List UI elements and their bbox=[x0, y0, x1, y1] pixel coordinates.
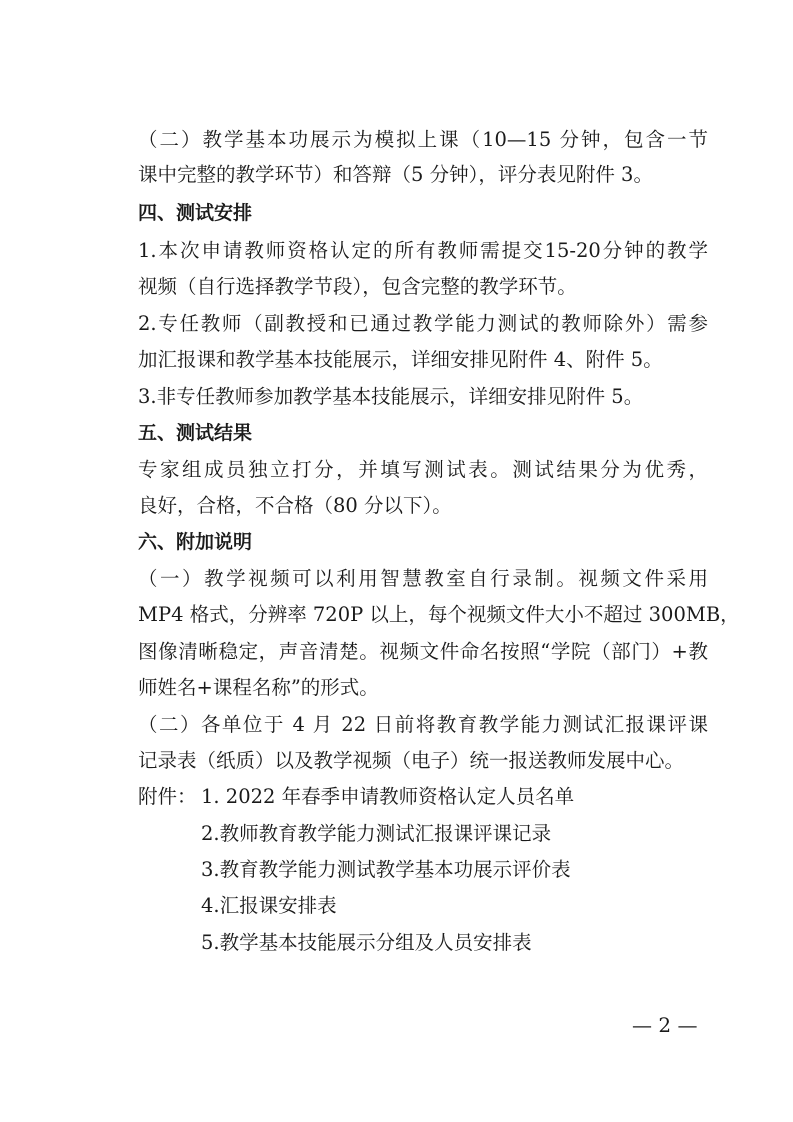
paragraph-line: 专家组成员独立打分，并填写测试表。测试结果分为优秀， bbox=[138, 458, 708, 481]
paragraph-line: 加汇报课和教学基本技能展示，详细安排见附件 4、附件 5。 bbox=[138, 348, 663, 371]
paragraph-line: （二）教学基本功展示为模拟上课（10—15 分钟，包含一节 bbox=[138, 128, 708, 151]
paragraph-line: 视频（自行选择教学节段），包含完整的教学环节。 bbox=[138, 275, 577, 298]
paragraph-line: （一）教学视频可以利用智慧教室自行录制。视频文件采用 bbox=[138, 567, 708, 590]
attachment-item: 3.教育教学能力测试教学基本功展示评价表 bbox=[201, 858, 571, 881]
paragraph-line: 2.专任教师（副教授和已通过教学能力测试的教师除外）需参 bbox=[138, 312, 708, 335]
section-heading-6: 六、附加说明 bbox=[138, 531, 253, 553]
paragraph-line: 1.本次申请教师资格认定的所有教师需提交15-20分钟的教学 bbox=[138, 239, 708, 262]
paragraph-line: 3.非专任教师参加教学基本技能展示，详细安排见附件 5。 bbox=[138, 385, 644, 408]
section-heading-5: 五、测试结果 bbox=[138, 422, 253, 444]
attachment-item: 4.汇报课安排表 bbox=[201, 894, 337, 917]
paragraph-line: MP4 格式，分辨率 720P 以上，每个视频文件大小不超过 300MB， bbox=[138, 603, 740, 626]
paragraph-line: 图像清晰稳定，声音清楚。视频文件命名按照“学院（部门）+教 bbox=[138, 640, 708, 663]
page-number: — 2 — bbox=[632, 1013, 698, 1037]
section-heading-4: 四、测试安排 bbox=[138, 202, 253, 224]
attachment-item: 2.教师教育教学能力测试汇报课评课记录 bbox=[201, 822, 552, 845]
attachments-label: 附件： bbox=[138, 785, 197, 808]
paragraph-line: 课中完整的教学环节）和答辩（5 分钟），评分表见附件 3。 bbox=[138, 163, 653, 186]
paragraph-line: 师姓名+课程名称”的形式。 bbox=[138, 676, 379, 699]
paragraph-line: 记录表（纸质）以及教学视频（电子）统一报送教师发展中心。 bbox=[138, 749, 685, 772]
attachment-item: 5.教学基本技能展示分组及人员安排表 bbox=[201, 931, 532, 954]
attachment-item: 1. 2022 年春季申请教师资格认定人员名单 bbox=[201, 785, 575, 808]
paragraph-line: （二）各单位于 4 月 22 日前将教育教学能力测试汇报课评课 bbox=[138, 713, 708, 736]
paragraph-line: 良好，合格，不合格（80 分以下）。 bbox=[138, 494, 452, 517]
